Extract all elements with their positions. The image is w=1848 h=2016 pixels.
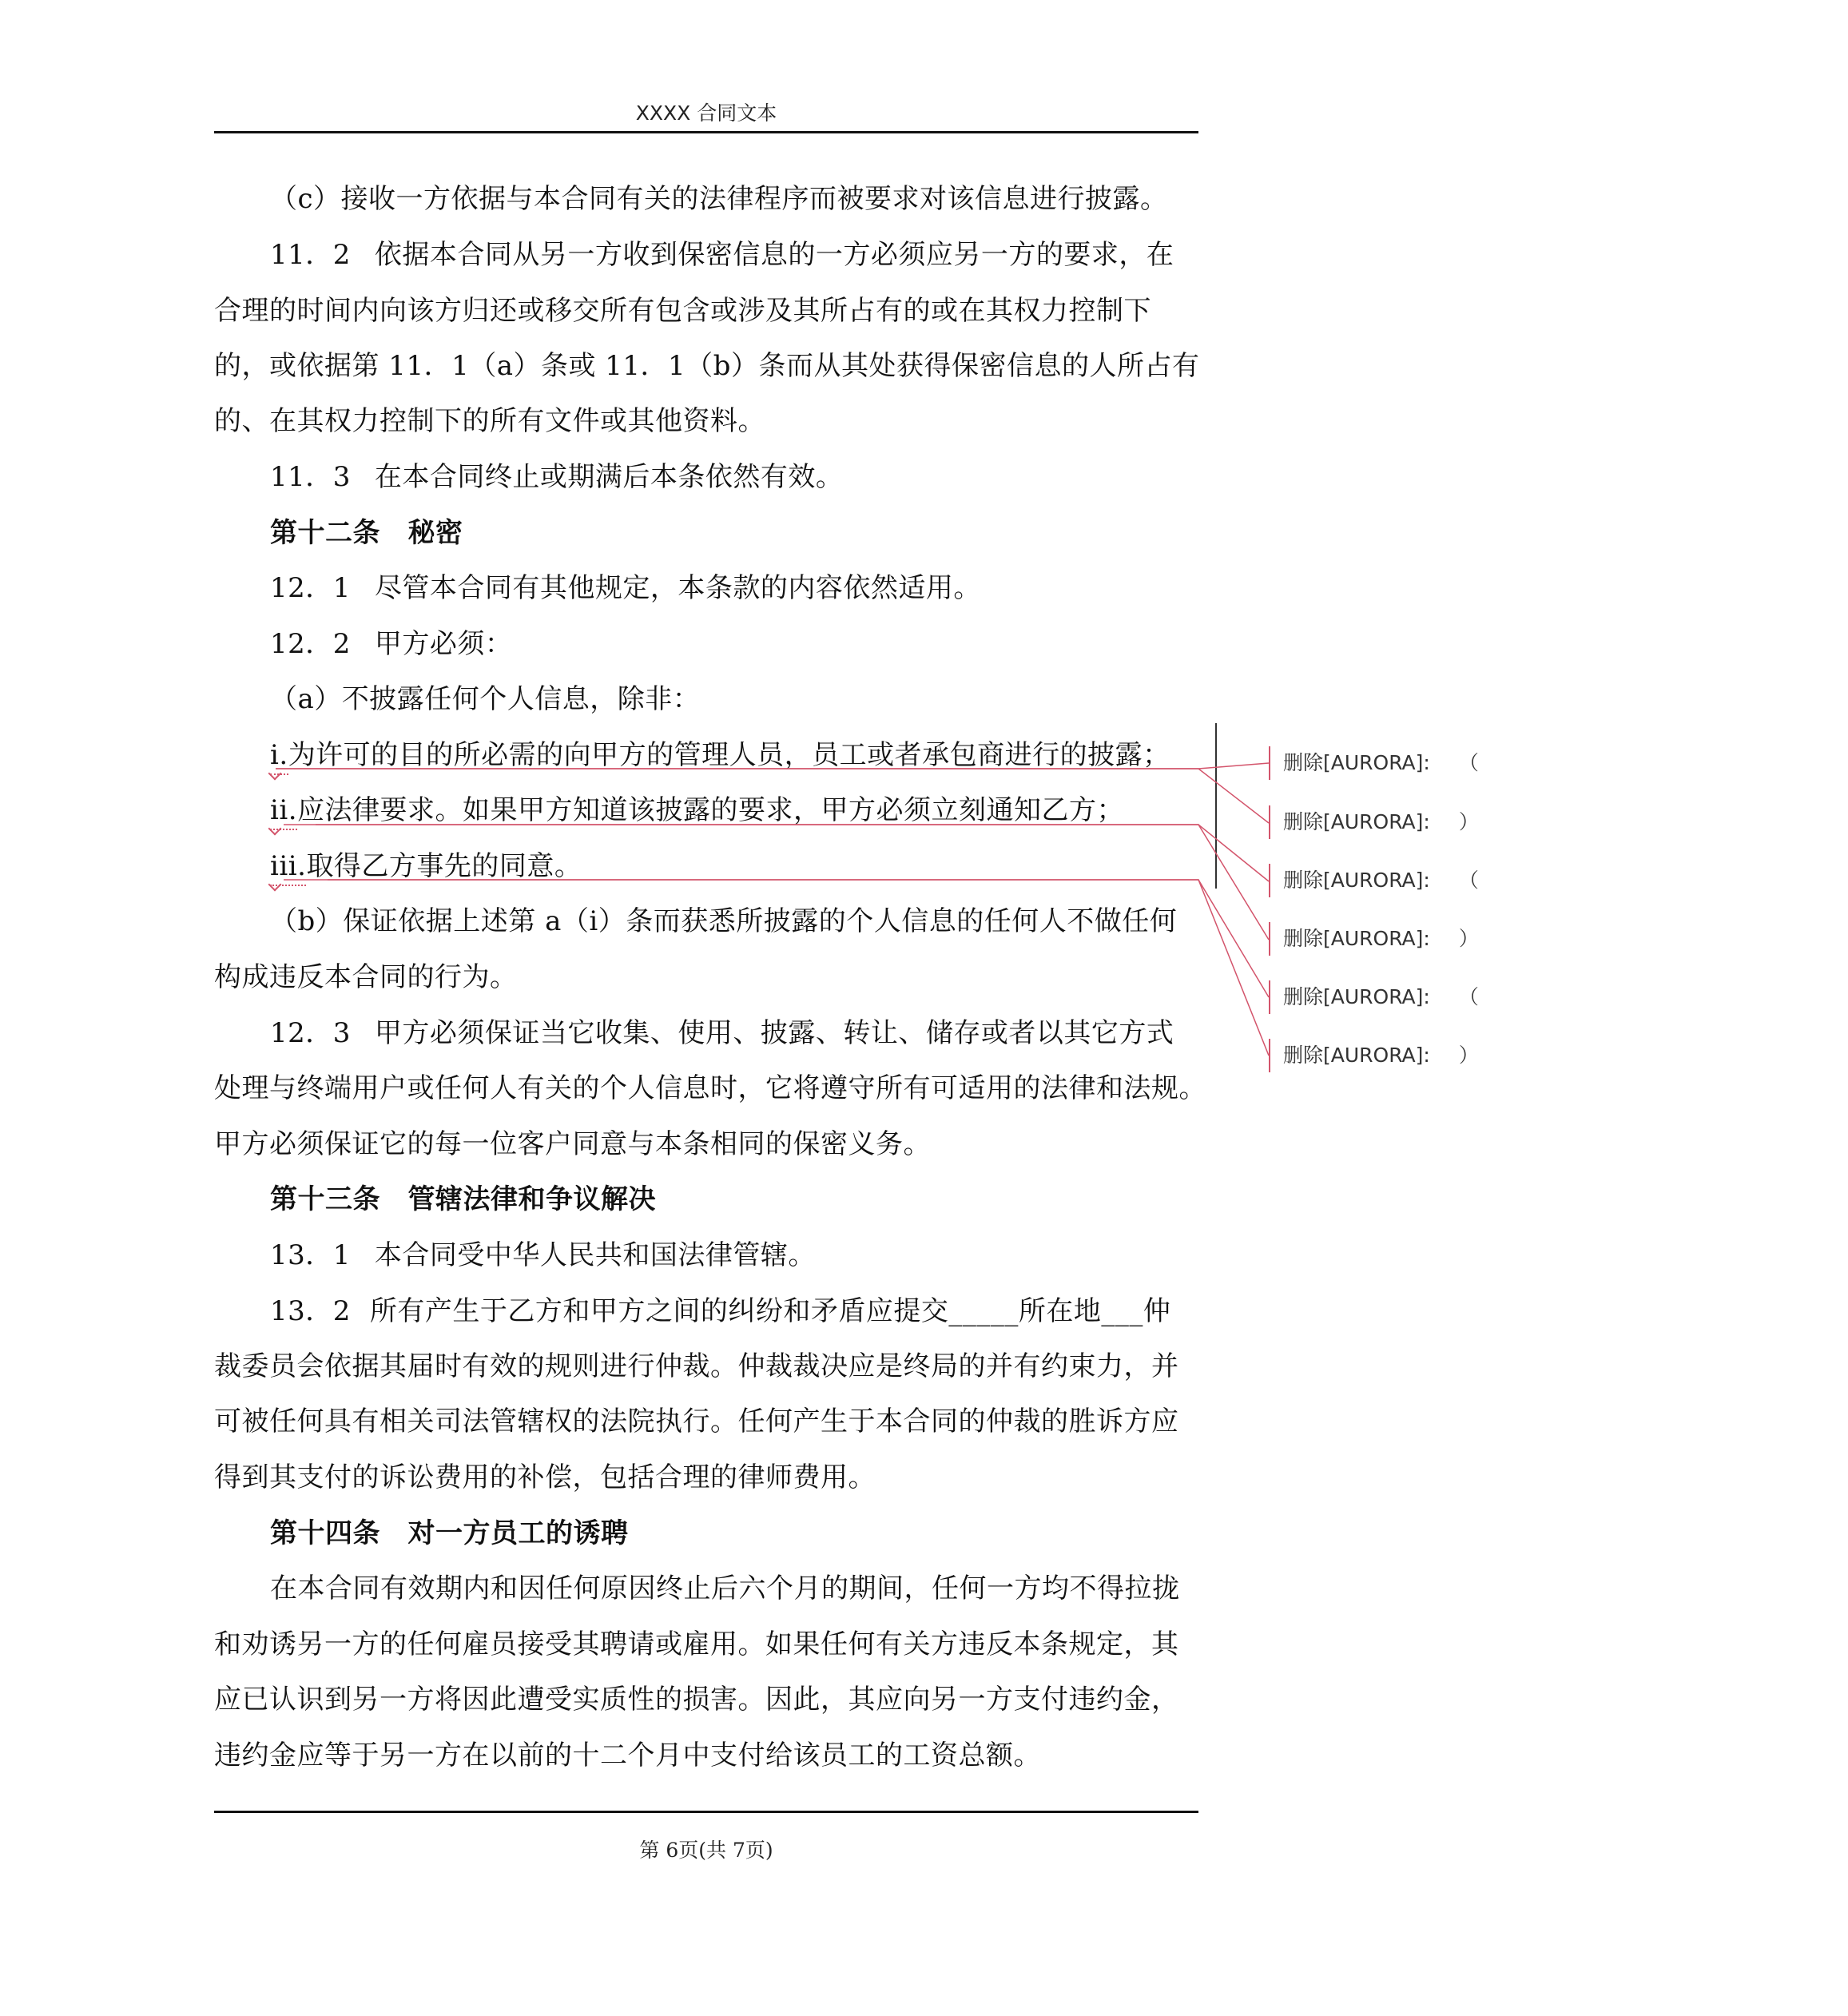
clause-text: 甲方必须保证当它收集、使用、披露、转让、储存或者以其它方式: [374, 1017, 1174, 1049]
comment-label: 删除[AURORA]:: [1283, 869, 1430, 892]
comment-content: ）: [1458, 927, 1479, 950]
article-14-line-3: 应已认识到另一方将因此遭受实质性的损害。因此，其应向另一方支付违约金，: [214, 1684, 1179, 1716]
comment-balloon[interactable]: [1269, 805, 1479, 839]
comment-label: 删除[AURORA]:: [1283, 1044, 1430, 1067]
clause-number: 11．2: [270, 239, 351, 271]
list-text: 取得乙方事先的同意。: [306, 850, 582, 882]
header-rule: [214, 131, 1198, 133]
clause-11-1-c: （c）接收一方依据与本合同有关的法律程序而被要求对该信息进行披露。: [270, 183, 1168, 215]
clause-12-1: [270, 570, 981, 606]
clause-12-2: [270, 626, 512, 662]
list-marker: iii.: [270, 848, 306, 886]
comment-content: ）: [1458, 1044, 1479, 1067]
comment-balloon[interactable]: [1269, 746, 1479, 780]
clause-13-1: [270, 1237, 816, 1274]
clause-text: 尽管本合同有其他规定，本条款的内容依然适用。: [374, 572, 981, 604]
clause-text: 在本合同终止或期满后本条依然有效。: [374, 461, 844, 493]
comment-balloon[interactable]: [1269, 1039, 1479, 1072]
list-text: 应法律要求。如果甲方知道该披露的要求，甲方必须立刻通知乙方；: [297, 794, 1125, 826]
clause-number: 12．1: [270, 572, 351, 604]
clause-number: 11．3: [270, 461, 351, 493]
clause-text: 甲方必须：: [374, 628, 513, 660]
clause-number: 12．2: [270, 628, 351, 660]
list-item-iii: [270, 848, 582, 886]
clause-13-2-line-1: [270, 1293, 1170, 1330]
list-item-i: [270, 737, 1170, 775]
clause-text: 本合同受中华人民共和国法律管辖。: [374, 1239, 816, 1271]
clause-13-2-line-2: 裁委员会依据其届时有效的规则进行仲裁。仲裁裁决应是终局的并有约束力，并: [214, 1350, 1179, 1382]
comment-label: 删除[AURORA]:: [1283, 927, 1430, 950]
comment-content: （: [1458, 869, 1479, 892]
article-12-title: 第十二条 秘密: [270, 517, 463, 549]
article-13-title: 第十三条 管辖法律和争议解决: [270, 1183, 656, 1215]
clause-12-2-b-line-2: 构成违反本合同的行为。: [214, 961, 518, 993]
comment-label: 删除[AURORA]:: [1283, 751, 1430, 774]
comment-label: 删除[AURORA]:: [1283, 810, 1430, 833]
comment-content: （: [1458, 751, 1479, 774]
clause-12-3-line-2: 处理与终端用户或任何人有关的个人信息时，它将遵守所有可适用的法律和法规。: [214, 1072, 1206, 1104]
clause-12-2-b-line-1: （b）保证依据上述第 a（i）条而获悉所披露的个人信息的任何人不做任何: [270, 905, 1178, 937]
article-14-line-2: 和劝诱另一方的任何雇员接受其聘请或雇用。如果任何有关方违反本条规定，其: [214, 1628, 1179, 1660]
page-header: XXXX 合同文本: [635, 101, 777, 125]
footer-rule: [214, 1811, 1198, 1813]
clause-11-2-line-1: [270, 237, 1174, 273]
clause-number: 13．2: [270, 1295, 351, 1327]
clause-number: 13．1: [270, 1239, 351, 1271]
clause-text: 所有产生于乙方和甲方之间的纠纷和矛盾应提交_____所在地___仲: [369, 1295, 1171, 1327]
clause-11-2-line-2: 合理的时间内向该方归还或移交所有包含或涉及其所占有的或在其权力控制下: [214, 295, 1151, 327]
article-14-title: 第十四条 对一方员工的诱聘: [270, 1517, 629, 1549]
comment-content: （: [1458, 985, 1479, 1008]
clause-11-2-line-3: 的，或依据第 11．1（a）条或 11．1（b）条而从其处获得保密信息的人所占有: [214, 350, 1200, 382]
list-item-ii: [270, 792, 1124, 830]
clause-12-2-a: （a）不披露任何个人信息，除非：: [270, 683, 701, 715]
clause-12-3-line-1: [270, 1015, 1174, 1052]
clause-11-3: [270, 459, 843, 495]
comment-balloon[interactable]: [1269, 922, 1479, 956]
comment-label: 删除[AURORA]:: [1283, 985, 1430, 1008]
page-number: 第 6页(共 7页): [639, 1839, 773, 1862]
article-14-line-4: 违约金应等于另一方在以前的十二个月中支付给该员工的工资总额。: [214, 1740, 1041, 1771]
comment-balloon[interactable]: [1269, 864, 1479, 897]
clause-12-3-line-3: 甲方必须保证它的每一位客户同意与本条相同的保密义务。: [214, 1128, 931, 1160]
clause-number: 12．3: [270, 1017, 351, 1049]
list-marker: ii.: [270, 792, 297, 830]
clause-text: 依据本合同从另一方收到保密信息的一方必须应另一方的要求，在: [374, 239, 1174, 271]
clause-13-2-line-3: 可被任何具有相关司法管辖权的法院执行。任何产生于本合同的仲裁的胜诉方应: [214, 1406, 1179, 1437]
article-14-line-1: 在本合同有效期内和因任何原因终止后六个月的期间，任何一方均不得拉拢: [270, 1573, 1180, 1604]
list-text: 为许可的目的所必需的向甲方的管理人员，员工或者承包商进行的披露；: [288, 739, 1170, 771]
comment-balloon[interactable]: [1269, 980, 1479, 1014]
clause-11-2-line-4: 的、在其权力控制下的所有文件或其他资料。: [214, 405, 765, 437]
clause-13-2-line-4: 得到其支付的诉讼费用的补偿，包括合理的律师费用。: [214, 1461, 876, 1493]
comment-content: ）: [1458, 810, 1479, 833]
list-marker: i.: [270, 737, 288, 775]
